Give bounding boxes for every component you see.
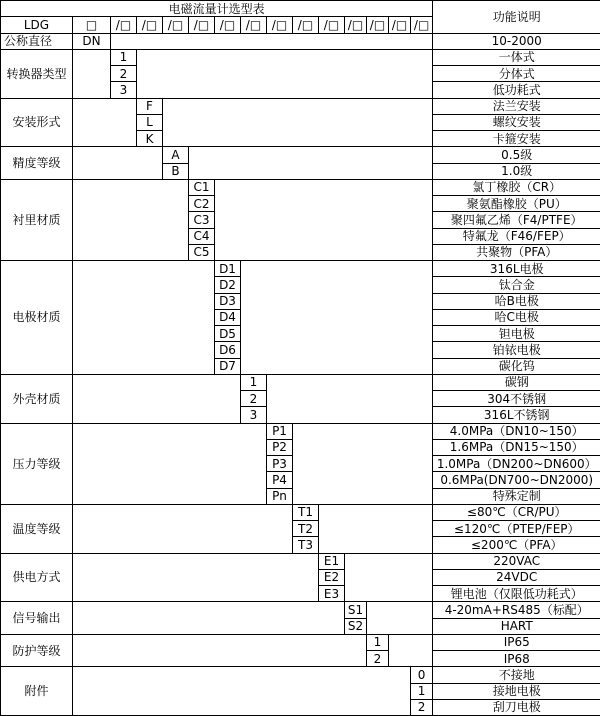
spacer-cell bbox=[73, 147, 163, 180]
spacer-cell bbox=[241, 261, 433, 375]
code-cell: E1 bbox=[319, 553, 345, 569]
description-cell: 1.0级 bbox=[433, 163, 600, 179]
description-cell: 特氟龙（F46/FEP） bbox=[433, 228, 600, 244]
spacer-cell bbox=[73, 49, 111, 98]
category-label-signal-output: 信号输出 bbox=[1, 602, 73, 635]
model-slot-box: /□ bbox=[111, 17, 137, 33]
spacer-cell bbox=[345, 553, 433, 602]
code-cell: 2 bbox=[111, 66, 137, 82]
model-slot-box: /□ bbox=[411, 17, 433, 33]
spacer-cell bbox=[319, 504, 433, 553]
description-cell: 刮刀电极 bbox=[433, 699, 600, 715]
description-cell: 螺纹安装 bbox=[433, 114, 600, 130]
category-label-protection-rating: 防护等级 bbox=[1, 634, 73, 667]
code-cell: P1 bbox=[267, 423, 293, 439]
code-cell: F bbox=[137, 98, 163, 114]
code-cell: S1 bbox=[345, 602, 367, 618]
code-cell: DN bbox=[73, 33, 111, 49]
code-cell: C2 bbox=[189, 196, 215, 212]
description-cell: 聚四氟乙烯（F4/PTFE） bbox=[433, 212, 600, 228]
code-cell: 1 bbox=[111, 49, 137, 65]
code-cell: 2 bbox=[241, 391, 267, 407]
description-cell: 0.6MPa(DN700~DN2000) bbox=[433, 472, 600, 488]
category-label-power-supply: 供电方式 bbox=[1, 553, 73, 602]
code-cell: C4 bbox=[189, 228, 215, 244]
code-cell: T1 bbox=[293, 504, 319, 520]
model-slot-box: /□ bbox=[137, 17, 163, 33]
code-cell: E3 bbox=[319, 586, 345, 602]
description-cell: 一体式 bbox=[433, 49, 600, 65]
model-slot-box: /□ bbox=[267, 17, 293, 33]
model-slot-box: /□ bbox=[389, 17, 411, 33]
description-cell: 1.0MPa（DN200~DN600） bbox=[433, 456, 600, 472]
code-cell: 2 bbox=[367, 651, 389, 667]
code-cell: 1 bbox=[411, 683, 433, 699]
description-cell: 铂铱电极 bbox=[433, 342, 600, 358]
spacer-cell bbox=[73, 634, 367, 667]
code-cell: D2 bbox=[215, 277, 241, 293]
code-cell: B bbox=[163, 163, 189, 179]
description-cell: ≤200℃（PFA） bbox=[433, 537, 600, 553]
description-cell: 聚氨酯橡胶（PU） bbox=[433, 196, 600, 212]
code-cell: L bbox=[137, 114, 163, 130]
model-slot-box: /□ bbox=[293, 17, 319, 33]
category-label-accuracy: 精度等级 bbox=[1, 147, 73, 180]
model-slot-box: /□ bbox=[215, 17, 241, 33]
description-cell: 分体式 bbox=[433, 66, 600, 82]
description-cell: 316L电极 bbox=[433, 261, 600, 277]
function-header: 功能说明 bbox=[433, 1, 600, 34]
model-slot-box: /□ bbox=[163, 17, 189, 33]
description-cell: 304不锈钢 bbox=[433, 391, 600, 407]
model-code-label: LDG bbox=[1, 17, 73, 33]
code-cell: P3 bbox=[267, 456, 293, 472]
description-cell: 低功耗式 bbox=[433, 82, 600, 98]
spacer-cell bbox=[367, 602, 433, 635]
model-slot-box: /□ bbox=[345, 17, 367, 33]
spacer-cell bbox=[137, 49, 433, 98]
code-cell: Pn bbox=[267, 488, 293, 504]
model-checkbox: □ bbox=[73, 17, 111, 33]
spacer-cell bbox=[293, 423, 433, 504]
description-cell: IP68 bbox=[433, 651, 600, 667]
description-cell: 10-2000 bbox=[433, 33, 600, 49]
code-cell: D3 bbox=[215, 293, 241, 309]
model-slot-box: /□ bbox=[319, 17, 345, 33]
spacer-cell bbox=[73, 179, 189, 260]
description-cell: 卡箍安装 bbox=[433, 131, 600, 147]
description-cell: 哈C电极 bbox=[433, 309, 600, 325]
code-cell: D4 bbox=[215, 309, 241, 325]
description-cell: 24VDC bbox=[433, 569, 600, 585]
spacer-cell bbox=[73, 98, 137, 147]
category-label-pressure-rating: 压力等级 bbox=[1, 423, 73, 504]
code-cell: T2 bbox=[293, 521, 319, 537]
category-label-electrode-material: 电极材质 bbox=[1, 261, 73, 375]
description-cell: 不接地 bbox=[433, 667, 600, 683]
spacer-cell bbox=[73, 553, 319, 602]
description-cell: ≤120℃（PTEP/FEP） bbox=[433, 521, 600, 537]
description-cell: 220VAC bbox=[433, 553, 600, 569]
model-slot-box: /□ bbox=[241, 17, 267, 33]
code-cell: 0 bbox=[411, 667, 433, 683]
spacer-cell bbox=[111, 33, 433, 49]
code-cell: D6 bbox=[215, 342, 241, 358]
code-cell: C3 bbox=[189, 212, 215, 228]
category-label-accessories: 附件 bbox=[1, 667, 73, 716]
description-cell: 1.6MPa（DN15~150） bbox=[433, 439, 600, 455]
spacer-cell bbox=[73, 602, 345, 635]
code-cell: P2 bbox=[267, 439, 293, 455]
description-cell: 接地电极 bbox=[433, 683, 600, 699]
spacer-cell bbox=[73, 261, 215, 375]
description-cell: 4-20mA+RS485（标配） bbox=[433, 602, 600, 618]
description-cell: 钽电极 bbox=[433, 326, 600, 342]
description-cell: 4.0MPa（DN10~150） bbox=[433, 423, 600, 439]
description-cell: 哈B电极 bbox=[433, 293, 600, 309]
code-cell: 1 bbox=[241, 374, 267, 390]
code-cell: C5 bbox=[189, 244, 215, 260]
code-cell: T3 bbox=[293, 537, 319, 553]
description-cell: 法兰安装 bbox=[433, 98, 600, 114]
model-slot-box: /□ bbox=[189, 17, 215, 33]
spacer-cell bbox=[215, 179, 433, 260]
category-label-lining-material: 衬里材质 bbox=[1, 179, 73, 260]
category-label-temperature-rating: 温度等级 bbox=[1, 504, 73, 553]
spacer-cell bbox=[389, 634, 433, 667]
spacer-cell bbox=[163, 98, 433, 147]
code-cell: 1 bbox=[367, 634, 389, 650]
spacer-cell bbox=[73, 667, 411, 716]
code-cell: S2 bbox=[345, 618, 367, 634]
description-cell: 316L不锈钢 bbox=[433, 407, 600, 423]
category-label-nominal-diameter: 公称直径 bbox=[1, 33, 73, 49]
code-cell: D5 bbox=[215, 326, 241, 342]
code-cell: 3 bbox=[111, 82, 137, 98]
category-label-converter-type: 转换器类型 bbox=[1, 49, 73, 98]
description-cell: 0.5级 bbox=[433, 147, 600, 163]
description-cell: 钛合金 bbox=[433, 277, 600, 293]
category-label-installation: 安装形式 bbox=[1, 98, 73, 147]
spacer-cell bbox=[189, 147, 433, 180]
description-cell: 特殊定制 bbox=[433, 488, 600, 504]
code-cell: D1 bbox=[215, 261, 241, 277]
spacer-cell bbox=[73, 423, 267, 504]
code-cell: 2 bbox=[411, 699, 433, 715]
code-cell: A bbox=[163, 147, 189, 163]
spacer-cell bbox=[73, 374, 241, 423]
code-cell: D7 bbox=[215, 358, 241, 374]
description-cell: 共聚物（PFA） bbox=[433, 244, 600, 260]
code-cell: E2 bbox=[319, 569, 345, 585]
spacer-cell bbox=[73, 504, 293, 553]
description-cell: IP65 bbox=[433, 634, 600, 650]
description-cell: 碳钢 bbox=[433, 374, 600, 390]
description-cell: 氯丁橡胶（CR） bbox=[433, 179, 600, 195]
table-title: 电磁流量计选型表 bbox=[1, 1, 433, 17]
code-cell: C1 bbox=[189, 179, 215, 195]
code-cell: K bbox=[137, 131, 163, 147]
description-cell: ≤80℃（CR/PU） bbox=[433, 504, 600, 520]
code-cell: P4 bbox=[267, 472, 293, 488]
spacer-cell bbox=[267, 374, 433, 423]
description-cell: 碳化钨 bbox=[433, 358, 600, 374]
code-cell: 3 bbox=[241, 407, 267, 423]
description-cell: 锂电池（仅限低功耗式） bbox=[433, 586, 600, 602]
model-slot-box: /□ bbox=[367, 17, 389, 33]
description-cell: HART bbox=[433, 618, 600, 634]
category-label-housing-material: 外壳材质 bbox=[1, 374, 73, 423]
